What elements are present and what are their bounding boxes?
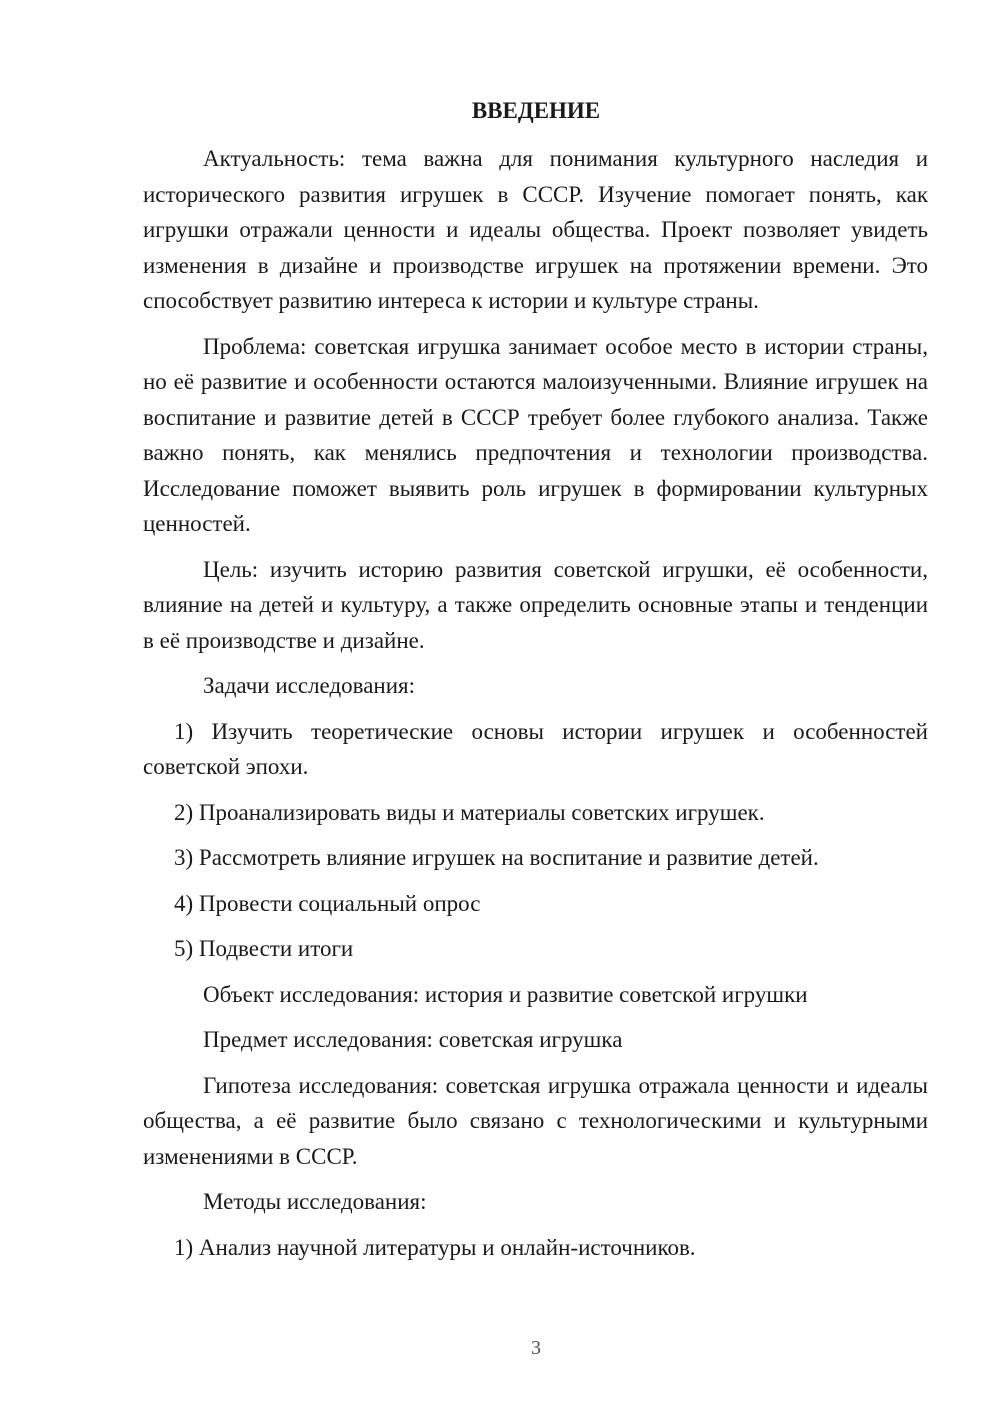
methods-heading: Методы исследования: xyxy=(203,1189,427,1214)
task-item: 5) Подвести итоги xyxy=(174,936,354,961)
subject-line: Предмет исследования: советская игрушка xyxy=(203,1027,623,1052)
document-body xyxy=(143,141,928,1265)
task-item: 1) Изучить теоретические основы истории игрушек и особенностей советской эпохи. xyxy=(143,718,928,779)
task-item: 3) Рассмотреть влияние игрушек на воспитание и развитие детей. xyxy=(174,845,819,870)
problem-paragraph: Проблема: советская игрушка занимает особое место в истории страны, но её развитие и особенности остаются малоизученными. Влияние игрушек на воспитание и развитие детей в СССР требует более глубокого анализа. Также важно понять, как менялись предпочтения и технологии производства. Исследование поможет выявить роль игрушек в формировании культурных ценностей. xyxy=(143,333,928,536)
task-item: 4) Провести социальный опрос xyxy=(174,890,481,916)
hypothesis-paragraph: Гипотеза исследования: советская игрушка отражала ценности и идеалы общества, а её развитие было связано с технологическими и культурными изменениями в СССР. xyxy=(143,1072,928,1169)
relevance-paragraph: Актуальность: тема важна для понимания культурного наследия и исторического развития игрушек в СССР. Изучение помогает понять, как игрушки отражали ценности и идеалы общества. Проект позволяет увидеть изменения в дизайне и производстве игрушек на протяжении времени. Это способствует развитию интереса к истории и культуре страны. xyxy=(143,146,928,313)
page-number: 3 xyxy=(531,1337,541,1359)
tasks-heading: Задачи исследования: xyxy=(203,673,416,698)
page-title: ВВЕДЕНИЕ xyxy=(471,98,601,123)
task-item: 2) Проанализировать виды и материалы советских игрушек. xyxy=(174,799,765,825)
goal-paragraph: Цель: изучить историю развития советской игрушки, её особенности, влияние на детей и культуру, а также определить основные этапы и тенденции в её производстве и дизайне. xyxy=(143,556,928,653)
method-item: 1) Анализ научной литературы и онлайн-источников. xyxy=(174,1234,696,1260)
object-line: Объект исследования: история и развитие советской игрушки xyxy=(203,981,808,1007)
